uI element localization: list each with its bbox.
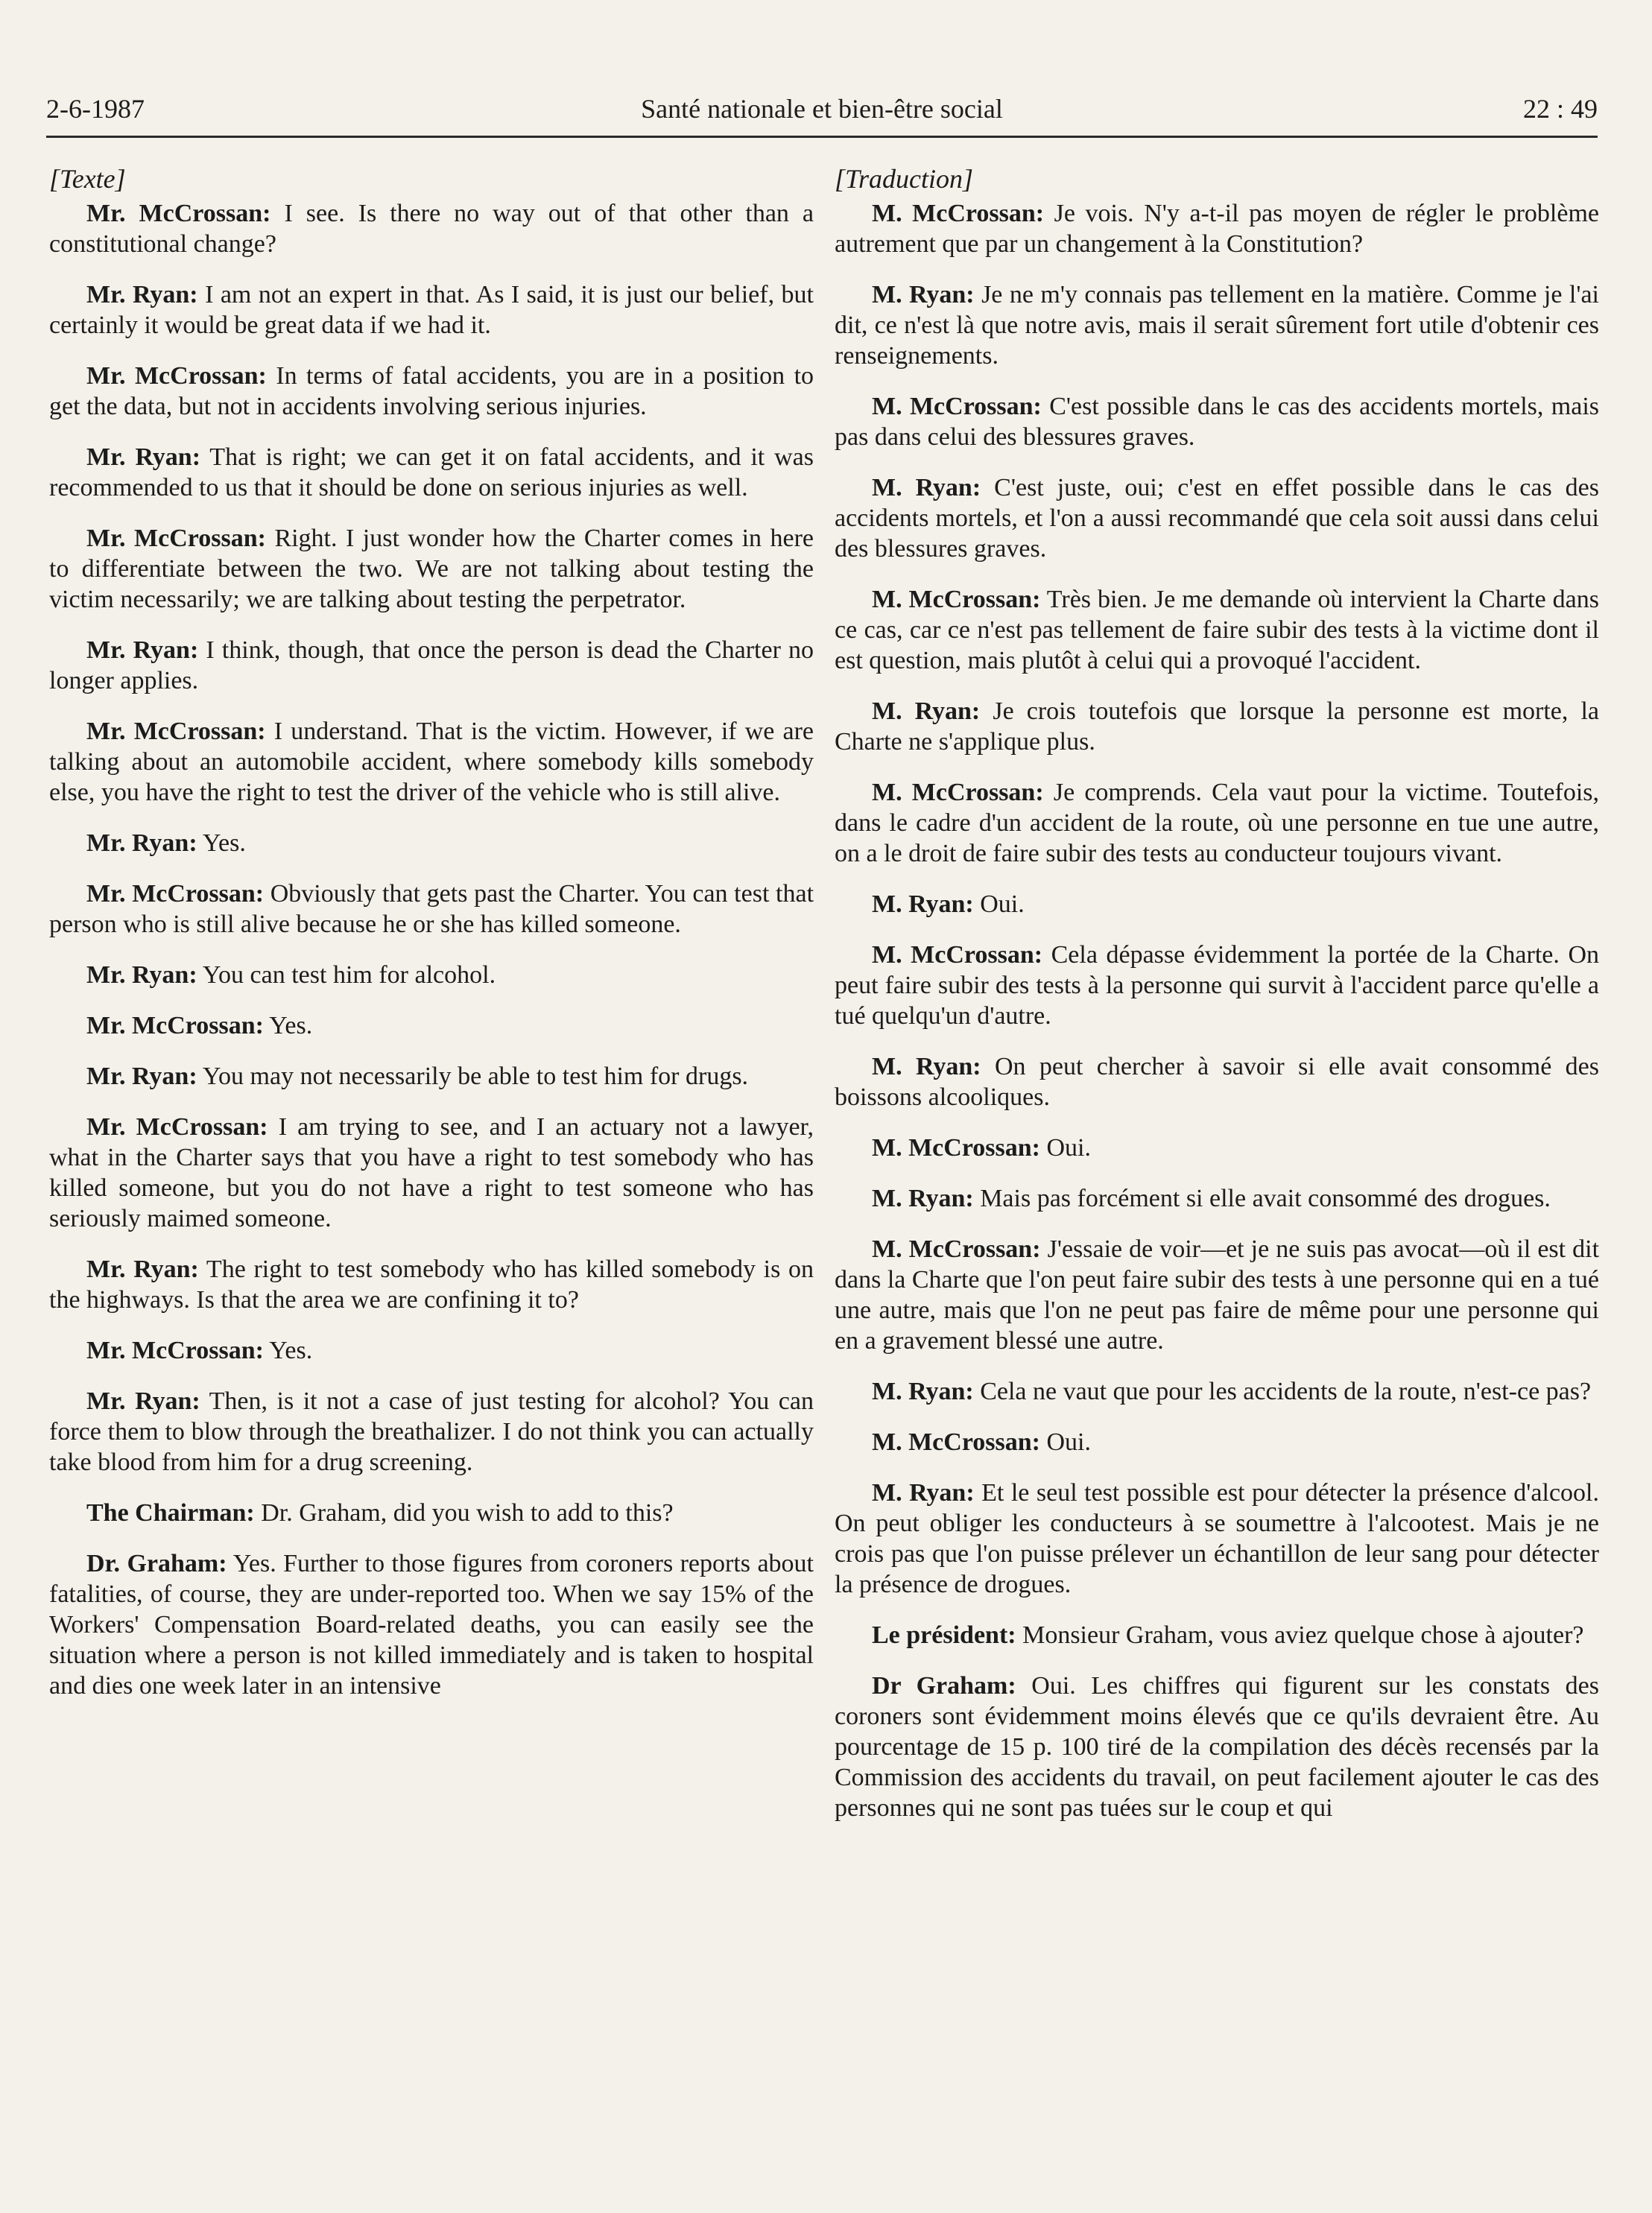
column-label-texte: [Texte] [49,164,126,194]
speaker-name: M. Ryan: [872,1185,974,1212]
speaker-name: M. McCrossan: [872,586,1041,613]
speaker-name: M. Ryan: [872,1053,981,1080]
speaker-name: Mr. McCrossan: [86,1113,268,1141]
speaker-name: M. Ryan: [872,697,981,725]
transcript-paragraph [49,1386,814,1478]
speaker-name: Dr. Graham: [86,1550,227,1577]
speaker-name: Mr. Ryan: [86,636,199,664]
speaker-name: Le président: [872,1621,1016,1649]
speaker-name: Mr. Ryan: [86,1387,200,1415]
speaker-name: Mr. Ryan: [86,281,198,308]
transcript-paragraph [835,279,1599,371]
transcript-paragraph [49,361,814,422]
transcript-paragraph [49,279,814,341]
transcript-paragraph [835,1234,1599,1356]
transcript-paragraph [49,635,814,696]
speaker-name: M. McCrossan: [872,1235,1041,1263]
speaker-name: Mr. McCrossan: [86,1337,264,1364]
speaker-name: M. McCrossan: [872,393,1042,420]
speaker-name: M. Ryan: [872,1378,974,1405]
speech-text: Monsieur Graham, vous aviez quelque chose à ajouter? [1022,1621,1584,1649]
transcript-paragraph [835,1671,1599,1823]
speech-text: That is right; we can get it on fatal accidents, and it was recommended to us that it should be done on serious injuries as well. [49,443,814,501]
french-paragraphs [835,198,1599,1823]
transcript-paragraph [835,889,1599,919]
transcript-paragraph [835,696,1599,757]
transcript-paragraph [835,1051,1599,1112]
english-paragraphs [49,198,814,1701]
speaker-name: Mr. Ryan: [86,1063,197,1090]
speaker-name: M. Ryan: [872,890,974,918]
speaker-name: M. Ryan: [872,281,975,308]
transcript-paragraph [49,198,814,259]
speech-text: Oui. [1046,1428,1091,1456]
speech-text: C'est possible dans le cas des accidents mortels, mais pas dans celui des blessures graves. [835,393,1599,451]
column-label-traduction: [Traduction] [835,164,974,194]
speech-text: I think, though, that once the person is dead the Charter no longer applies. [49,636,814,694]
speech-text: C'est juste, oui; c'est en effet possible dans le cas des accidents mortels, et l'on a aussi recommandé que cela soit aussi dans celui des blessures graves. [835,474,1599,563]
speech-text: Then, is it not a case of just testing for alcohol? You can force them to blow through the breathalizer. I do not think you can actually take blood from him for a drug screening. [49,1387,814,1476]
speaker-name: Dr Graham: [872,1672,1016,1700]
speech-text: Dr. Graham, did you wish to add to this? [261,1499,674,1527]
header-title: Santé nationale et bien-être social [641,94,1003,124]
transcript-paragraph [49,1061,814,1092]
transcript-paragraph [835,472,1599,564]
speaker-name: The Chairman: [86,1499,255,1527]
header-page-number: 22 : 49 [1522,94,1598,124]
transcript-paragraph [49,1498,814,1528]
speech-text: Et le seul test possible est pour détecter la présence d'alcool. On peut obliger les conducteurs à se soumettre à l'alcootest. Mais je ne crois pas que l'on puisse prélever un échantillon de leur sang pour détecter la présence de drogues. [835,1479,1599,1598]
speaker-name: M. McCrossan: [872,1134,1040,1162]
transcript-paragraph [49,1010,814,1041]
running-header [46,89,1598,138]
transcript-paragraph [835,1133,1599,1163]
transcript-paragraph [49,878,814,940]
speaker-name: Mr. Ryan: [86,829,197,857]
speech-text: In terms of fatal accidents, you are in a position to get the data, but not in accidents involving serious injuries. [49,362,814,420]
transcript-paragraph [49,442,814,503]
english-column [49,162,814,1721]
speech-text: Yes. [269,1012,313,1039]
transcript-paragraph [49,716,814,808]
speech-text: Yes. [269,1337,313,1364]
speech-text: I understand. That is the victim. However, if we are talking about an automobile accident, where somebody kills somebody else, you have the right to test the driver of the vehicle who is still alive. [49,718,814,806]
speaker-name: Mr. McCrossan: [86,718,266,745]
speech-text: Right. I just wonder how the Charter comes in here to differentiate between the two. We are not talking about testing the victim necessarily; we are talking about testing the perpetrator. [49,525,814,613]
transcript-paragraph [835,1183,1599,1214]
transcript-paragraph [49,828,814,858]
transcript-paragraph [49,523,814,615]
speech-text: Mais pas forcément si elle avait consommé des drogues. [980,1185,1551,1212]
speech-text: J'essaie de voir—et je ne suis pas avocat—où il est dit dans la Charte que l'on peut faire subir des tests à une personne qui en a tué une autre, mais que l'on ne peut pas faire de même pour une personne qui en a gravement blessé une autre. [835,1235,1600,1355]
transcript-paragraph [49,1548,814,1701]
speech-text: Cela dépasse évidemment la portée de la Charte. On peut faire subir des tests à la personne qui survit à l'accident parce qu'elle a tué quelqu'un d'autre. [835,941,1599,1030]
speaker-name: M. McCrossan: [872,779,1044,806]
speech-text: Oui. [980,890,1025,918]
speech-text: I am trying to see, and I an actuary not a lawyer, what in the Charter says that you have a right to test somebody who has killed someone, but you do not have a right to test someone who has seriously maimed someone. [49,1113,814,1232]
speaker-name: Mr. Ryan: [86,961,197,989]
french-column [835,162,1599,1843]
speech-text: Oui. [1046,1134,1091,1162]
speech-text: You may not necessarily be able to test him for drugs. [202,1063,749,1090]
transcript-paragraph [835,1376,1599,1407]
header-date: 2-6-1987 [46,94,145,124]
speaker-name: M. Ryan: [872,1479,975,1507]
transcript-paragraph [835,777,1599,869]
speech-text: Yes. [202,829,246,857]
speech-text: Je crois toutefois que lorsque la personne est morte, la Charte ne s'applique plus. [835,697,1599,756]
transcript-paragraph [835,391,1599,452]
transcript-paragraph [49,960,814,990]
speaker-name: Mr. Ryan: [86,443,201,471]
transcript-paragraph [835,584,1599,676]
speech-text: On peut chercher à savoir si elle avait consommé des boissons alcooliques. [835,1053,1600,1111]
transcript-paragraph [835,1620,1599,1650]
transcript-paragraph [49,1254,814,1315]
speech-text: Je comprends. Cela vaut pour la victime. Toutefois, dans le cadre d'un accident de la route, où une personne en tue une autre, on a le droit de faire subir des tests au conducteur toujours vivant. [835,779,1600,867]
speaker-name: M. Ryan: [872,474,981,501]
speaker-name: M. McCrossan: [872,941,1043,969]
transcript-paragraph [835,198,1599,259]
speech-text: Oui. Les chiffres qui figurent sur les constats des coroners sont évidemment moins élevés que ce qu'ils devraient être. Au pourcentage de 15 p. 100 tiré de la compilation des décès recensés par la Commission des accidents du travail, on peut facilement ajouter le cas des personnes qui ne sont pas tuées sur le coup et qui [835,1672,1600,1822]
speech-text: Yes. Further to those figures from coroners reports about fatalities, of course, they are under-reported too. When we say 15% of the Workers' Compensation Board-related deaths, you can easily see the situation where a person is not killed immediately and is taken to hospital and dies one week later in an intensive [49,1550,814,1700]
transcript-paragraph [49,1112,814,1234]
transcript-paragraph [835,1478,1599,1600]
speech-text: Très bien. Je me demande où intervient la Charte dans ce cas, car ce n'est pas tellement de faire subir des tests à la victime dont il est question, mais plutôt à celui qui a provoqué l'accident. [835,586,1599,674]
speaker-name: Mr. McCrossan: [86,362,267,390]
speech-text: Cela ne vaut que pour les accidents de la route, n'est-ce pas? [980,1378,1592,1405]
speaker-name: Mr. McCrossan: [86,880,265,908]
transcript-paragraph [835,1427,1599,1457]
speaker-name: M. McCrossan: [872,200,1045,227]
speech-text: Je vois. N'y a-t-il pas moyen de régler le problème autrement que par un changement à la Constitution? [835,200,1600,258]
speech-text: Obviously that gets past the Charter. You can test that person who is still alive because he or she has killed someone. [49,880,814,938]
speech-text: The right to test somebody who has killed somebody is on the highways. Is that the area we are confining it to? [49,1256,814,1314]
speaker-name: Mr. McCrossan: [86,200,271,227]
speaker-name: M. McCrossan: [872,1428,1040,1456]
speaker-name: Mr. McCrossan: [86,525,266,552]
transcript-paragraph [835,940,1599,1031]
speech-text: You can test him for alcohol. [202,961,496,989]
transcript-paragraph [49,1335,814,1366]
speaker-name: Mr. Ryan: [86,1256,199,1283]
speech-text: I see. Is there no way out of that other than a constitutional change? [49,200,814,258]
speaker-name: Mr. McCrossan: [86,1012,264,1039]
speech-text: I am not an expert in that. As I said, it is just our belief, but certainly it would be great data if we had it. [49,281,814,339]
speech-text: Je ne m'y connais pas tellement en la matière. Comme je l'ai dit, ce n'est là que notre avis, mais il serait sûrement fort utile d'obtenir ces renseignements. [835,281,1599,370]
